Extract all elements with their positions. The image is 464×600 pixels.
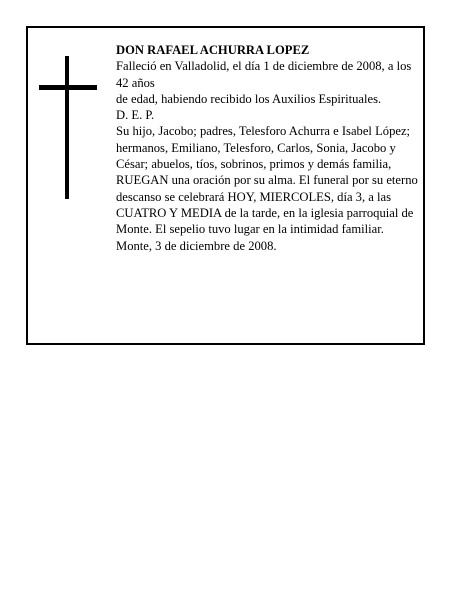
cross-horizontal-bar: [39, 85, 97, 90]
place-date-line: Monte, 3 de diciembre de 2008.: [116, 238, 277, 253]
death-line: Falleció en Valladolid, el día 1 de diciembre de 2008, a los 42 años: [116, 59, 412, 90]
funeral-paragraph: RUEGAN una oración por su alma. El funeral por su eterno descanso se celebrará HOY, MIERCOLES, día 3, a las CUATRO Y MEDIA de la tarde, en la iglesia parroquial de Monte. El sepelio tuvo lugar en la intimidad familiar.: [116, 173, 418, 237]
notice-body: [116, 42, 422, 254]
sacraments-line: de edad, habiendo recibido los Auxilios Espirituales.: [116, 91, 382, 106]
family-paragraph: Su hijo, Jacobo; padres, Telesforo Achurra e Isabel López; hermanos, Emiliano, Telesforo, Carlos, Sonia, Jacobo y César; abuelos, tíos, sobrinos, primos y demás familia,: [116, 124, 411, 172]
deceased-name: DON RAFAEL ACHURRA LOPEZ: [116, 43, 310, 57]
rip-line: D. E. P.: [116, 108, 155, 123]
cross-vertical-bar: [65, 56, 69, 199]
obituary-notice: [26, 26, 425, 345]
